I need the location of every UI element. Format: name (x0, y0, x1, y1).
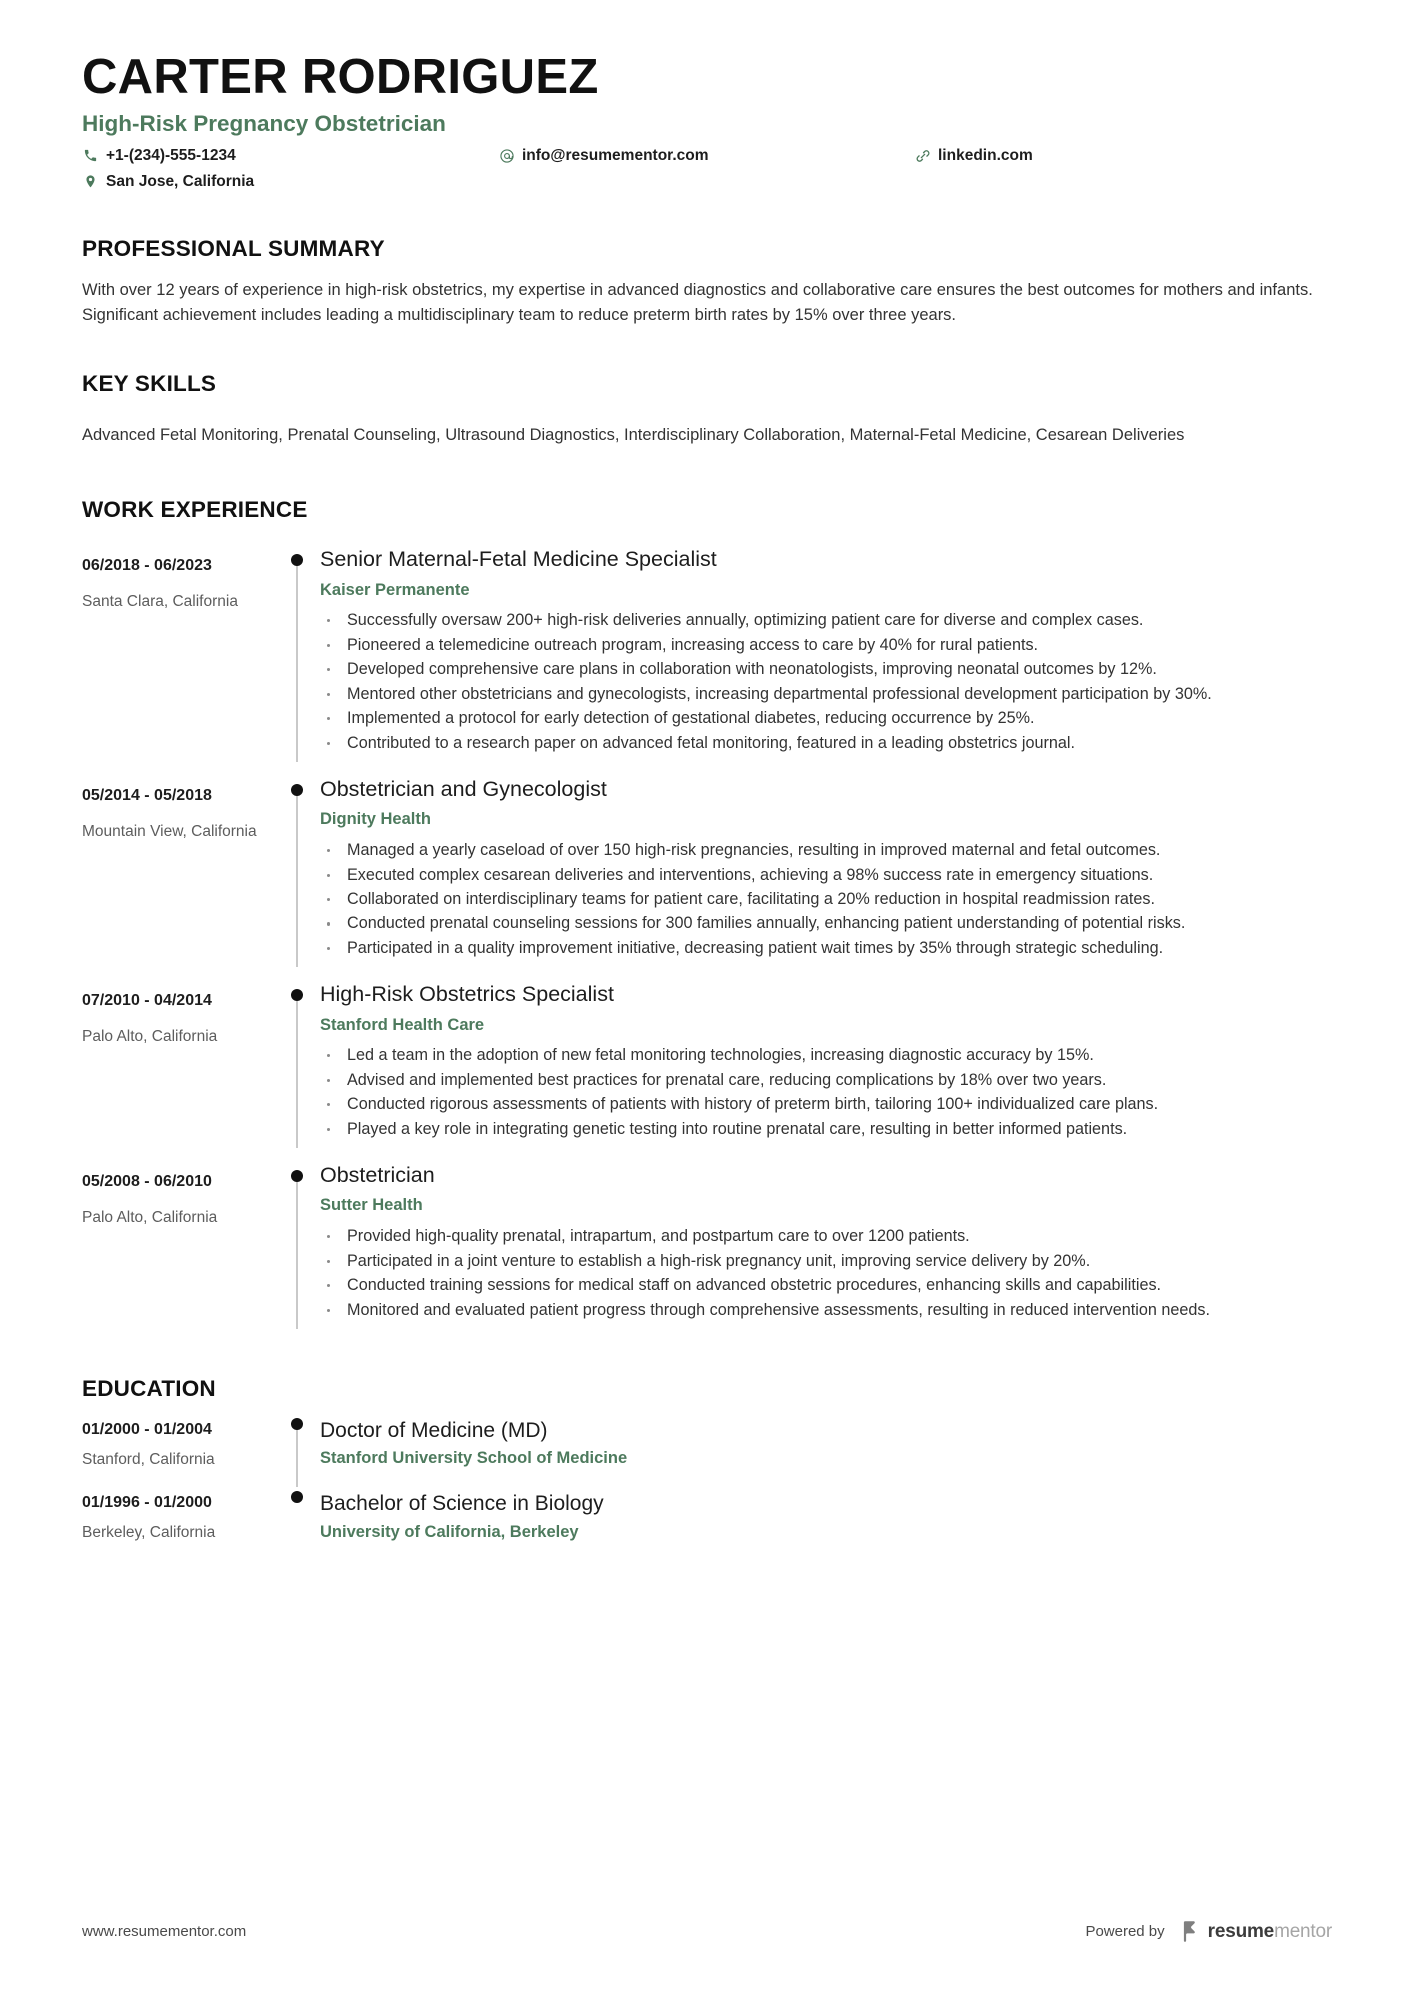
key-skills-section (82, 372, 1332, 448)
powered-by-label: Powered by (1085, 1923, 1165, 1940)
timeline-line (296, 1424, 298, 1487)
entry-location: Santa Clara, California (82, 593, 238, 611)
education-list (82, 1414, 1332, 1560)
entry-body (320, 1414, 1332, 1487)
timeline-line (296, 995, 298, 1148)
experience-bullet: Collaborated on interdisciplinary teams for patient care, facilitating a 20% reduction in hospital readmission rates. (320, 888, 1332, 911)
contact-linkedin-text: linkedin.com (938, 146, 1033, 164)
experience-bullet: Conducted prenatal counseling sessions for 300 families annually, enhancing patient understanding of potential risks. (320, 912, 1332, 935)
entry-location: Berkeley, California (82, 1523, 216, 1541)
entry-organization: Stanford Health Care (320, 1015, 485, 1034)
experience-bullet: Developed comprehensive care plans in collaboration with neonatologists, improving neonatal outcomes by 12%. (320, 658, 1332, 681)
timeline-dot-icon (291, 989, 303, 1001)
entry-institution: University of California, Berkeley (320, 1522, 579, 1541)
entry-dates: 05/2008 - 06/2010 (82, 1173, 212, 1191)
entry-dates: 05/2014 - 05/2018 (82, 787, 212, 805)
experience-entry (82, 1148, 1332, 1329)
experience-bullet: Participated in a joint venture to establish a high-risk pregnancy unit, improving service delivery by 20%. (320, 1250, 1332, 1273)
work-experience-section (82, 498, 1332, 1329)
contact-email-text: info@resumementor.com (522, 146, 709, 164)
experience-entry (82, 532, 1332, 762)
email-at-icon (498, 147, 515, 164)
experience-bullet: Successfully oversaw 200+ high-risk deliveries annually, optimizing patient care for diverse and complex cases. (320, 609, 1332, 632)
entry-location: Palo Alto, California (82, 1209, 218, 1227)
footer-url[interactable]: www.resumementor.com (82, 1923, 247, 1940)
contact-phone[interactable] (82, 147, 236, 165)
resume-header (82, 52, 1332, 201)
entry-dates: 06/2018 - 06/2023 (82, 557, 212, 575)
timeline-line (296, 560, 298, 762)
section-heading-summary: PROFESSIONAL SUMMARY (82, 235, 385, 261)
entry-bullet-list (320, 1225, 1332, 1322)
entry-meta (82, 776, 278, 967)
experience-bullet: Implemented a protocol for early detection of gestational diabetes, reducing occurrence by 25%. (320, 707, 1332, 730)
entry-degree: Doctor of Medicine (MD) (320, 1418, 548, 1442)
resumementor-logo (1183, 1920, 1332, 1943)
entry-institution: Stanford University School of Medicine (320, 1449, 628, 1468)
timeline-line (296, 1176, 298, 1329)
timeline-rail (278, 1414, 320, 1487)
entry-body (320, 981, 1332, 1148)
experience-bullet: Conducted training sessions for medical staff on advanced obstetric procedures, enhancing skills and capabilities. (320, 1274, 1332, 1297)
education-entry (82, 1487, 1332, 1560)
link-icon (914, 147, 931, 164)
contact-email[interactable] (498, 147, 709, 165)
experience-list (82, 532, 1332, 1329)
entry-location: Stanford, California (82, 1450, 215, 1468)
entry-meta (82, 1487, 278, 1560)
entry-role: Senior Maternal-Fetal Medicine Specialist (320, 547, 717, 572)
entry-dates: 01/1996 - 01/2000 (82, 1493, 212, 1511)
timeline-dot-icon (291, 1418, 303, 1430)
entry-body (320, 776, 1332, 967)
entry-organization: Dignity Health (320, 810, 431, 829)
timeline-rail (278, 1162, 320, 1329)
education-entry (82, 1414, 1332, 1487)
contact-location-text: San Jose, California (106, 172, 255, 190)
experience-bullet: Executed complex cesarean deliveries and interventions, achieving a 98% success rate in emergency situations. (320, 864, 1332, 887)
experience-bullet: Mentored other obstetricians and gynecologists, increasing departmental professional development participation by 30%. (320, 683, 1332, 706)
entry-dates: 01/2000 - 01/2004 (82, 1420, 212, 1438)
entry-role: High-Risk Obstetrics Specialist (320, 982, 614, 1007)
experience-bullet: Contributed to a research paper on advanced fetal monitoring, featured in a leading obstetrics journal. (320, 732, 1332, 755)
experience-bullet: Played a key role in integrating genetic testing into routine prenatal care, resulting in better informed patients. (320, 1118, 1332, 1141)
timeline-rail (278, 1487, 320, 1560)
page-footer (82, 1920, 1332, 1943)
entry-bullet-list (320, 839, 1332, 960)
experience-entry (82, 762, 1332, 967)
entry-meta (82, 546, 278, 762)
entry-location: Mountain View, California (82, 823, 257, 841)
experience-entry (82, 967, 1332, 1148)
timeline-rail (278, 981, 320, 1148)
entry-bullet-list (320, 609, 1332, 755)
entry-location: Palo Alto, California (82, 1028, 218, 1046)
summary-text: With over 12 years of experience in high-risk obstetrics, my expertise in advanced diagnostics and collaborative care ensures the best outcomes for mothers and infants. Significant achievement includes leading a multidisciplinary team to reduce preterm birth rates by 15% over three years. (82, 280, 1313, 324)
candidate-name: CARTER RODRIGUEZ (82, 50, 599, 104)
entry-body (320, 1162, 1332, 1329)
education-section (82, 1377, 1332, 1560)
flag-mark-icon (1183, 1920, 1202, 1943)
timeline-rail (278, 776, 320, 967)
entry-role: Obstetrician and Gynecologist (320, 777, 607, 802)
section-heading-education: EDUCATION (82, 1376, 216, 1401)
contact-info (82, 147, 1332, 201)
brand-secondary-text: mentor (1274, 1921, 1332, 1942)
skills-text: Advanced Fetal Monitoring, Prenatal Counseling, Ultrasound Diagnostics, Interdisciplinary Collaboration, Maternal-Fetal Medicine, Cesarean Deliveries (82, 425, 1185, 444)
timeline-dot-icon (291, 1170, 303, 1182)
footer-branding (1085, 1920, 1332, 1943)
entry-dates: 07/2010 - 04/2014 (82, 992, 212, 1010)
section-heading-skills: KEY SKILLS (82, 370, 217, 396)
timeline-dot-icon (291, 554, 303, 566)
timeline-dot-icon (291, 784, 303, 796)
professional-summary-section (82, 237, 1332, 328)
entry-organization: Sutter Health (320, 1196, 423, 1215)
entry-bullet-list (320, 1044, 1332, 1141)
brand-wordmark (1208, 1922, 1332, 1941)
experience-bullet: Led a team in the adoption of new fetal monitoring technologies, increasing diagnostic accuracy by 15%. (320, 1044, 1332, 1067)
experience-bullet: Managed a yearly caseload of over 150 high-risk pregnancies, resulting in improved maternal and fetal outcomes. (320, 839, 1332, 862)
contact-location (82, 173, 254, 191)
candidate-job-title: High-Risk Pregnancy Obstetrician (82, 110, 446, 136)
experience-bullet: Participated in a quality improvement initiative, decreasing patient wait times by 35% through strategic scheduling. (320, 937, 1332, 960)
contact-linkedin[interactable] (914, 147, 1033, 165)
entry-body (320, 546, 1332, 762)
entry-meta (82, 1414, 278, 1487)
timeline-line (296, 790, 298, 967)
entry-role: Obstetrician (320, 1163, 435, 1188)
brand-primary-text: resume (1207, 1921, 1275, 1942)
entry-body (320, 1487, 1332, 1560)
entry-meta (82, 981, 278, 1148)
phone-icon (82, 147, 99, 164)
map-pin-icon (82, 173, 99, 190)
experience-bullet: Pioneered a telemedicine outreach program, increasing access to care by 40% for rural patients. (320, 634, 1332, 657)
entry-degree: Bachelor of Science in Biology (320, 1491, 604, 1515)
experience-bullet: Conducted rigorous assessments of patients with history of preterm birth, tailoring 100+ individualized care plans. (320, 1093, 1332, 1116)
experience-bullet: Advised and implemented best practices for prenatal care, reducing complications by 18% over two years. (320, 1069, 1332, 1092)
entry-meta (82, 1162, 278, 1329)
contact-phone-text: +1-(234)-555-1234 (106, 146, 236, 164)
experience-bullet: Monitored and evaluated patient progress through comprehensive assessments, resulting in reduced intervention needs. (320, 1299, 1332, 1322)
experience-bullet: Provided high-quality prenatal, intrapartum, and postpartum care to over 1200 patients. (320, 1225, 1332, 1248)
section-heading-experience: WORK EXPERIENCE (82, 496, 308, 522)
entry-organization: Kaiser Permanente (320, 580, 470, 599)
timeline-rail (278, 546, 320, 762)
timeline-dot-icon (291, 1491, 303, 1503)
